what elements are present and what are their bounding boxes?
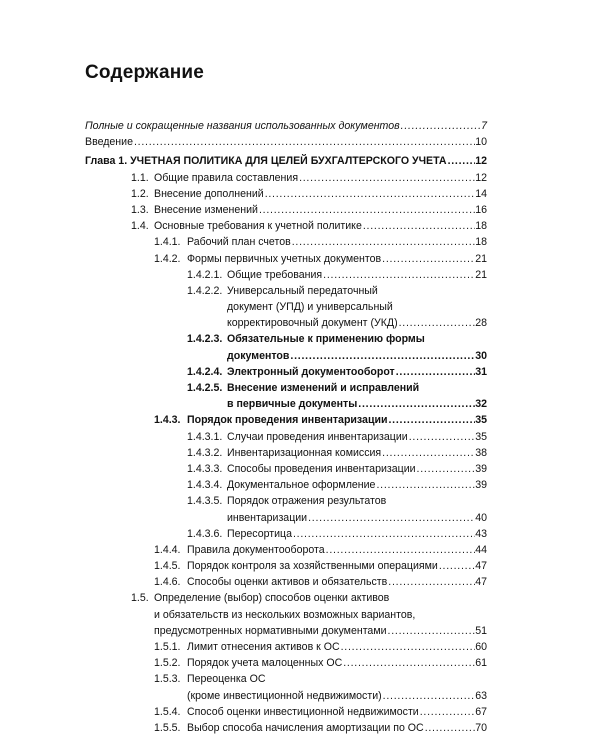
dot-leader bbox=[340, 639, 476, 655]
toc-entry-number: 1.4.2.1. bbox=[187, 268, 223, 281]
toc-entry-number: 1.5. bbox=[131, 592, 149, 605]
dot-leader bbox=[398, 315, 476, 331]
toc-entry-number: 1.4.1. bbox=[154, 236, 181, 249]
dot-leader bbox=[381, 445, 475, 461]
toc-entry-title: Введение bbox=[85, 136, 133, 149]
dot-leader bbox=[322, 267, 475, 283]
toc-entry-continuation bbox=[0, 299, 600, 315]
toc-entry-title: Порядок контроля за хозяйственными операциями bbox=[187, 560, 438, 573]
toc-entry-title: Способ оценки инвестиционной недвижимости bbox=[187, 705, 419, 718]
dot-leader bbox=[289, 348, 475, 364]
toc-entry bbox=[0, 558, 600, 574]
toc-entry-page: 39 bbox=[475, 462, 487, 475]
toc-entry-title: предусмотренных нормативными документами bbox=[154, 624, 387, 637]
toc-entry-page: 35 bbox=[475, 414, 487, 427]
toc-entry-title: Внесение дополнений bbox=[154, 187, 264, 200]
toc-entry-number: 1.1. bbox=[131, 171, 149, 184]
toc-entry-title: Общие требования bbox=[227, 268, 323, 281]
toc-entry bbox=[0, 153, 600, 169]
toc-entry-number: 1.4.6. bbox=[154, 576, 181, 589]
dot-leader bbox=[400, 118, 481, 134]
dot-leader bbox=[357, 396, 475, 412]
toc-entry-page: 32 bbox=[475, 398, 487, 411]
toc-entry-number: 1.4. bbox=[131, 220, 149, 233]
toc-entry-number: 1.4.3.5. bbox=[187, 495, 223, 508]
dot-leader bbox=[375, 477, 475, 493]
toc-entry-page: 47 bbox=[475, 560, 487, 573]
toc-entry-continuation bbox=[0, 348, 600, 364]
toc-entry-number: 1.4.3.4. bbox=[187, 479, 223, 492]
toc-entry-title: Универсальный передаточный bbox=[227, 284, 378, 297]
toc-entry-title: Пересортица bbox=[227, 527, 292, 540]
toc-entry-title: Общие правила составления bbox=[154, 171, 299, 184]
toc-entry-title: Способы оценки активов и обязательств bbox=[187, 576, 388, 589]
page-title: Содержание bbox=[85, 62, 205, 83]
toc-entry bbox=[0, 590, 600, 606]
toc-entry-page: 43 bbox=[475, 527, 487, 540]
toc-entry-number: 1.3. bbox=[131, 203, 149, 216]
toc-entry-number: 1.5.3. bbox=[154, 673, 181, 686]
toc-entry bbox=[0, 202, 600, 218]
toc-entry-number: 1.4.2.3. bbox=[187, 333, 223, 346]
toc-entry-title: Порядок учета малоценных ОС bbox=[187, 657, 343, 670]
toc-entry-number: 1.4.2.5. bbox=[187, 382, 223, 394]
toc-entry-page: 21 bbox=[475, 268, 487, 281]
toc-entry bbox=[0, 655, 600, 671]
toc-entry-number: 1.4.2.4. bbox=[187, 365, 223, 378]
toc-entry-title: Правила документооборота bbox=[187, 543, 325, 556]
toc-entry bbox=[0, 251, 600, 267]
toc-entry bbox=[0, 639, 600, 655]
toc-entry-page: 70 bbox=[475, 721, 487, 734]
toc-entry bbox=[0, 461, 600, 477]
toc-entry-page: 39 bbox=[475, 479, 487, 492]
toc-entry-title: Электронный документооборот bbox=[227, 365, 395, 378]
toc-entry bbox=[0, 267, 600, 283]
dot-leader bbox=[419, 704, 475, 720]
toc-entry bbox=[0, 526, 600, 542]
toc-entry-number: 1.5.5. bbox=[154, 721, 181, 734]
dot-leader bbox=[438, 558, 475, 574]
toc-entry bbox=[0, 477, 600, 493]
toc-entry-page: 47 bbox=[475, 576, 487, 589]
toc-entry-title: Выбор способа начисления амортизации по ОС bbox=[187, 721, 424, 734]
toc-entry-number: 1.4.3.3. bbox=[187, 462, 223, 475]
toc-entry-title: Порядок проведения инвентаризации bbox=[187, 414, 388, 427]
dot-leader bbox=[381, 251, 475, 267]
dot-leader bbox=[292, 526, 475, 542]
toc-entry-title: Документальное оформление bbox=[227, 479, 376, 492]
toc-entry-title: инвентаризации bbox=[227, 511, 308, 524]
toc-entry-number: 1.4.3.6. bbox=[187, 527, 223, 540]
dot-leader bbox=[133, 134, 475, 150]
toc-entry-page: 67 bbox=[475, 705, 487, 718]
toc-entry bbox=[0, 118, 600, 134]
toc-entry bbox=[0, 380, 600, 396]
toc-entry-page: 12 bbox=[475, 171, 487, 184]
dot-leader bbox=[408, 429, 475, 445]
toc-entry-page: 51 bbox=[475, 624, 487, 637]
toc-entry bbox=[0, 134, 600, 150]
dot-leader bbox=[395, 364, 475, 380]
toc-entry bbox=[0, 542, 600, 558]
toc-entry-title: корректировочный документ (УКД) bbox=[227, 317, 398, 330]
dot-leader bbox=[447, 153, 476, 169]
toc-entry-page: 31 bbox=[475, 365, 487, 378]
toc-entry-title: в первичные документы bbox=[227, 398, 358, 411]
toc-entry-number: 1.2. bbox=[131, 187, 149, 200]
dot-leader bbox=[298, 170, 475, 186]
dot-leader bbox=[291, 234, 475, 250]
toc-entry-title: (кроме инвестиционной недвижимости) bbox=[187, 689, 382, 702]
toc-entry-continuation bbox=[0, 607, 600, 623]
toc-entry-page: 30 bbox=[475, 349, 487, 362]
dot-leader bbox=[382, 688, 476, 704]
toc-entry-page: 44 bbox=[475, 543, 487, 556]
dot-leader bbox=[362, 218, 475, 234]
toc-entry-page: 61 bbox=[475, 657, 487, 670]
toc-entry bbox=[0, 574, 600, 590]
toc-entry-page: 38 bbox=[475, 446, 487, 459]
toc-entry bbox=[0, 671, 600, 687]
toc-entry bbox=[0, 218, 600, 234]
toc-entry-title: Случаи проведения инвентаризации bbox=[227, 430, 408, 443]
toc-entry-title: Основные требования к учетной политике bbox=[154, 220, 362, 233]
toc-entry-title: Обязательные к применению формы bbox=[227, 333, 425, 346]
toc-entry-title: Формы первичных учетных документов bbox=[187, 252, 382, 265]
dot-leader bbox=[258, 202, 475, 218]
toc-entry-continuation bbox=[0, 315, 600, 331]
toc-entry-number: 1.4.5. bbox=[154, 560, 181, 573]
toc-entry-number: 1.4.3.2. bbox=[187, 446, 223, 459]
toc-entry-title: документов bbox=[227, 349, 290, 362]
toc-entry-page: 18 bbox=[475, 220, 487, 233]
toc-entry bbox=[0, 493, 600, 509]
toc-entry-title: Внесение изменений и исправлений bbox=[227, 382, 420, 394]
toc-entry-page: 63 bbox=[475, 689, 487, 702]
toc-entry-page: 12 bbox=[475, 155, 487, 168]
toc-entry-number: 1.4.2.2. bbox=[187, 284, 223, 297]
dot-leader bbox=[416, 461, 476, 477]
toc-entry bbox=[0, 331, 600, 347]
toc-entry-title: и обязательств из нескольких возможных вариантов, bbox=[154, 608, 416, 621]
toc-entry-continuation bbox=[0, 623, 600, 639]
toc-entry-title: Порядок отражения результатов bbox=[227, 495, 387, 508]
toc-entry-page: 18 bbox=[475, 236, 487, 249]
dot-leader bbox=[307, 510, 475, 526]
toc-entry-page: 60 bbox=[475, 641, 487, 653]
toc-entry-number: 1.5.2. bbox=[154, 657, 181, 670]
toc-entry-continuation bbox=[0, 396, 600, 412]
dot-leader bbox=[388, 412, 476, 428]
toc-entry-number: 1.4.3. bbox=[154, 414, 181, 427]
toc-entry-page: 7 bbox=[481, 120, 487, 132]
toc-entry-number: 1.4.4. bbox=[154, 543, 181, 556]
toc-entry-number: 1.4.2. bbox=[154, 252, 181, 265]
dot-leader bbox=[264, 186, 476, 202]
toc-entry bbox=[0, 234, 600, 250]
toc-entry-number: 1.5.4. bbox=[154, 705, 181, 718]
dot-leader bbox=[387, 623, 476, 639]
toc-entry bbox=[0, 283, 600, 299]
toc-entry bbox=[0, 170, 600, 186]
toc-entry-page: 28 bbox=[475, 317, 487, 330]
toc-entry-page: 35 bbox=[475, 430, 487, 443]
toc-entry bbox=[0, 704, 600, 720]
toc-entry-title: Глава 1. УЧЕТНАЯ ПОЛИТИКА ДЛЯ ЦЕЛЕЙ БУХГАЛТЕРСКОГО УЧЕТА bbox=[85, 155, 447, 168]
toc-entry bbox=[0, 720, 600, 736]
dot-leader bbox=[342, 655, 475, 671]
toc-entry-page: 21 bbox=[475, 252, 487, 265]
toc-entry-page: 16 bbox=[475, 203, 487, 216]
toc-entry-title: Лимит отнесения активов к ОС bbox=[187, 641, 340, 653]
toc-entry bbox=[0, 364, 600, 380]
toc-entry bbox=[0, 186, 600, 202]
toc-entry-title: Полные и сокращенные названия использованных документов bbox=[85, 120, 400, 132]
toc-entry bbox=[0, 429, 600, 445]
toc-entry-page: 14 bbox=[475, 187, 487, 200]
toc-entry-page: 10 bbox=[475, 136, 487, 149]
toc-entry-continuation bbox=[0, 688, 600, 704]
toc-entry-title: Инвентаризационная комиссия bbox=[227, 446, 382, 459]
toc-entry-title: Рабочий план счетов bbox=[187, 236, 291, 249]
dot-leader bbox=[325, 542, 476, 558]
dot-leader bbox=[387, 574, 475, 590]
toc-entry bbox=[0, 412, 600, 428]
toc-entry-number: 1.4.3.1. bbox=[187, 430, 223, 443]
toc-entry-title: документ (УПД) и универсальный bbox=[227, 301, 393, 314]
toc-entry-title: Способы проведения инвентаризации bbox=[227, 462, 416, 475]
table-of-contents bbox=[0, 118, 600, 736]
dot-leader bbox=[424, 720, 476, 736]
toc-entry-title: Определение (выбор) способов оценки активов bbox=[154, 592, 390, 605]
toc-entry-continuation bbox=[0, 510, 600, 526]
toc-entry-title: Переоценка ОС bbox=[187, 673, 266, 686]
toc-entry-title: Внесение изменений bbox=[154, 203, 258, 216]
toc-entry bbox=[0, 445, 600, 461]
toc-entry-number: 1.5.1. bbox=[154, 641, 181, 653]
toc-entry-page: 40 bbox=[475, 511, 487, 524]
